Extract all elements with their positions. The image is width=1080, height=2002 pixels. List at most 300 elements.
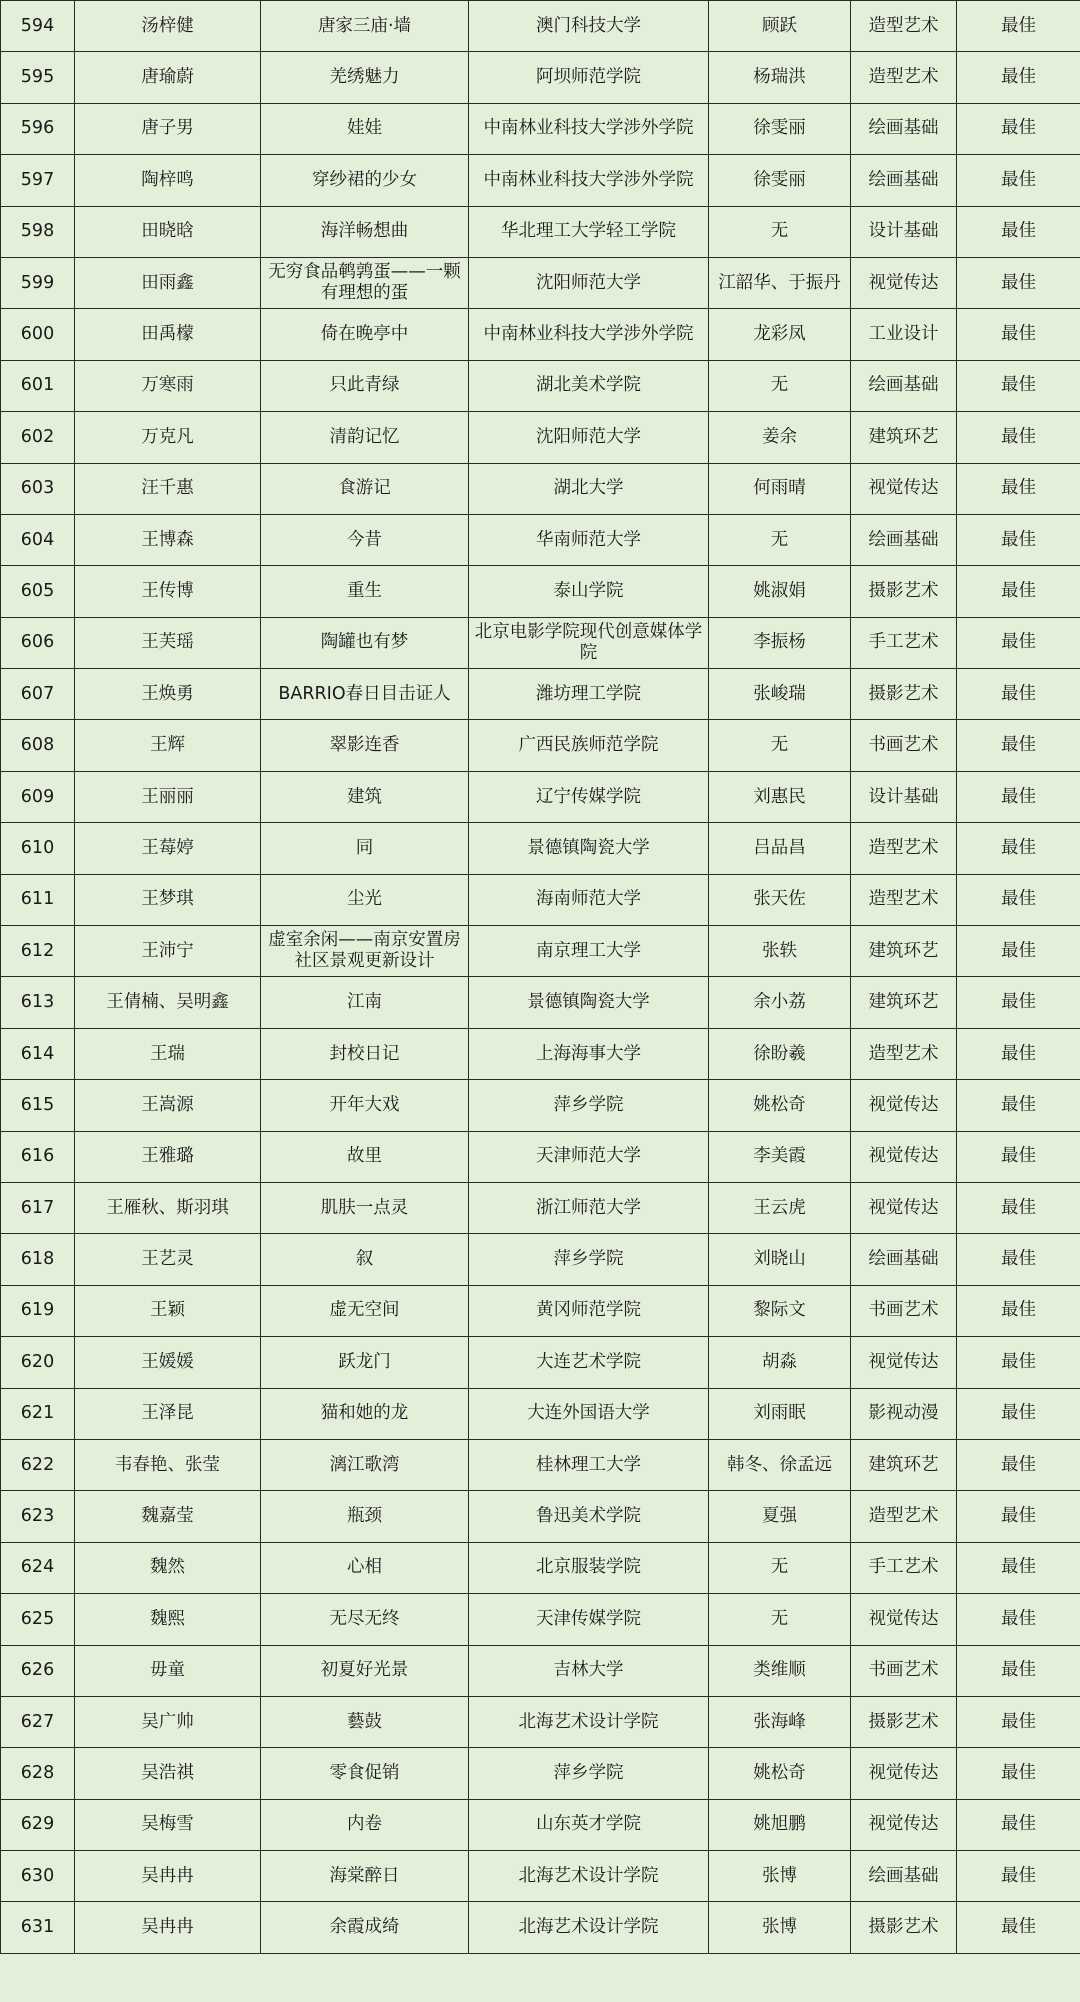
school-cell: 潍坊理工学院 — [469, 669, 709, 720]
school-cell: 沈阳师范大学 — [469, 412, 709, 463]
entry-number-cell: 615 — [1, 1080, 75, 1131]
work-title-cell: 陶罐也有梦 — [261, 617, 469, 668]
entry-number-cell: 595 — [1, 52, 75, 103]
award-cell: 最佳 — [957, 1439, 1080, 1490]
school-cell: 萍乡学院 — [469, 1080, 709, 1131]
entry-number-cell: 594 — [1, 1, 75, 52]
school-cell: 北海艺术设计学院 — [469, 1851, 709, 1902]
work-title-cell: 今昔 — [261, 514, 469, 565]
category-cell: 书画艺术 — [851, 720, 957, 771]
school-cell: 中南林业科技大学涉外学院 — [469, 309, 709, 360]
entry-number-cell: 605 — [1, 566, 75, 617]
author-cell: 王嵩源 — [75, 1080, 261, 1131]
table-row — [1, 52, 1080, 103]
award-cell: 最佳 — [957, 1902, 1080, 1953]
category-cell: 建筑环艺 — [851, 412, 957, 463]
author-cell: 王芙瑶 — [75, 617, 261, 668]
advisor-cell: 顾跃 — [709, 1, 851, 52]
author-cell: 陶梓鸣 — [75, 155, 261, 206]
work-title-cell: 只此青绿 — [261, 360, 469, 411]
author-cell: 王焕勇 — [75, 669, 261, 720]
table-row — [1, 669, 1080, 720]
work-title-cell: 肌肤一点灵 — [261, 1182, 469, 1233]
work-title-cell: 内卷 — [261, 1799, 469, 1850]
table-row — [1, 257, 1080, 308]
school-cell: 泰山学院 — [469, 566, 709, 617]
category-cell: 视觉传达 — [851, 1182, 957, 1233]
school-cell: 辽宁传媒学院 — [469, 771, 709, 822]
school-cell: 北京服装学院 — [469, 1542, 709, 1593]
entry-number-cell: 606 — [1, 617, 75, 668]
advisor-cell: 无 — [709, 360, 851, 411]
category-cell: 设计基础 — [851, 771, 957, 822]
school-cell: 沈阳师范大学 — [469, 257, 709, 308]
author-cell: 魏嘉莹 — [75, 1491, 261, 1542]
table-row — [1, 1696, 1080, 1747]
advisor-cell: 夏强 — [709, 1491, 851, 1542]
work-title-cell: 羌绣魅力 — [261, 52, 469, 103]
school-cell: 北京电影学院现代创意媒体学院 — [469, 617, 709, 668]
entry-number-cell: 603 — [1, 463, 75, 514]
category-cell: 建筑环艺 — [851, 926, 957, 977]
category-cell: 造型艺术 — [851, 1491, 957, 1542]
table-row — [1, 514, 1080, 565]
advisor-cell: 余小荔 — [709, 977, 851, 1028]
school-cell: 澳门科技大学 — [469, 1, 709, 52]
entry-number-cell: 621 — [1, 1388, 75, 1439]
award-cell: 最佳 — [957, 52, 1080, 103]
category-cell: 视觉传达 — [851, 1799, 957, 1850]
category-cell: 工业设计 — [851, 309, 957, 360]
table-row — [1, 1491, 1080, 1542]
work-title-cell: 封校日记 — [261, 1028, 469, 1079]
entry-number-cell: 601 — [1, 360, 75, 411]
work-title-cell: 虚室余闲——南京安置房社区景观更新设计 — [261, 926, 469, 977]
table-row — [1, 103, 1080, 154]
school-cell: 鲁迅美术学院 — [469, 1491, 709, 1542]
school-cell: 桂林理工大学 — [469, 1439, 709, 1490]
entry-number-cell: 612 — [1, 926, 75, 977]
school-cell: 广西民族师范学院 — [469, 720, 709, 771]
entry-number-cell: 609 — [1, 771, 75, 822]
award-cell: 最佳 — [957, 514, 1080, 565]
entry-number-cell: 620 — [1, 1337, 75, 1388]
category-cell: 视觉传达 — [851, 1748, 957, 1799]
work-title-cell: 开年大戏 — [261, 1080, 469, 1131]
award-cell: 最佳 — [957, 874, 1080, 925]
table-row — [1, 1439, 1080, 1490]
table-row — [1, 1028, 1080, 1079]
school-cell: 湖北美术学院 — [469, 360, 709, 411]
advisor-cell: 刘晓山 — [709, 1234, 851, 1285]
award-cell: 最佳 — [957, 771, 1080, 822]
school-cell: 天津传媒学院 — [469, 1594, 709, 1645]
author-cell: 田晓晗 — [75, 206, 261, 257]
school-cell: 北海艺术设计学院 — [469, 1902, 709, 1953]
entry-number-cell: 623 — [1, 1491, 75, 1542]
advisor-cell: 李美霞 — [709, 1131, 851, 1182]
table-row — [1, 977, 1080, 1028]
award-cell: 最佳 — [957, 1851, 1080, 1902]
category-cell: 视觉传达 — [851, 257, 957, 308]
work-title-cell: 清韵记忆 — [261, 412, 469, 463]
category-cell: 建筑环艺 — [851, 1439, 957, 1490]
work-title-cell: 无穷食品鹌鹑蛋——一颗有理想的蛋 — [261, 257, 469, 308]
award-cell: 最佳 — [957, 669, 1080, 720]
category-cell: 造型艺术 — [851, 1028, 957, 1079]
school-cell: 海南师范大学 — [469, 874, 709, 925]
entry-number-cell: 619 — [1, 1285, 75, 1336]
work-title-cell: 唐家三庙·墙 — [261, 1, 469, 52]
advisor-cell: 无 — [709, 720, 851, 771]
advisor-cell: 姚旭鹏 — [709, 1799, 851, 1850]
category-cell: 绘画基础 — [851, 1851, 957, 1902]
advisor-cell: 姚淑娟 — [709, 566, 851, 617]
award-cell: 最佳 — [957, 823, 1080, 874]
category-cell: 视觉传达 — [851, 1594, 957, 1645]
table-row — [1, 720, 1080, 771]
table-row — [1, 1234, 1080, 1285]
author-cell: 王莓婷 — [75, 823, 261, 874]
advisor-cell: 徐盼羲 — [709, 1028, 851, 1079]
author-cell: 王沛宁 — [75, 926, 261, 977]
category-cell: 绘画基础 — [851, 155, 957, 206]
award-cell: 最佳 — [957, 257, 1080, 308]
school-cell: 北海艺术设计学院 — [469, 1696, 709, 1747]
author-cell: 万寒雨 — [75, 360, 261, 411]
author-cell: 王媛媛 — [75, 1337, 261, 1388]
school-cell: 大连艺术学院 — [469, 1337, 709, 1388]
category-cell: 视觉传达 — [851, 463, 957, 514]
school-cell: 浙江师范大学 — [469, 1182, 709, 1233]
advisor-cell: 无 — [709, 1594, 851, 1645]
author-cell: 王辉 — [75, 720, 261, 771]
author-cell: 魏熙 — [75, 1594, 261, 1645]
work-title-cell: 穿纱裙的少女 — [261, 155, 469, 206]
work-title-cell: 建筑 — [261, 771, 469, 822]
author-cell: 吴浩祺 — [75, 1748, 261, 1799]
author-cell: 汪千惠 — [75, 463, 261, 514]
school-cell: 湖北大学 — [469, 463, 709, 514]
award-cell: 最佳 — [957, 1696, 1080, 1747]
advisor-cell: 何雨晴 — [709, 463, 851, 514]
award-cell: 最佳 — [957, 1285, 1080, 1336]
advisor-cell: 李振杨 — [709, 617, 851, 668]
award-cell: 最佳 — [957, 206, 1080, 257]
award-cell: 最佳 — [957, 463, 1080, 514]
entry-number-cell: 608 — [1, 720, 75, 771]
entry-number-cell: 600 — [1, 309, 75, 360]
advisor-cell: 无 — [709, 206, 851, 257]
school-cell: 萍乡学院 — [469, 1234, 709, 1285]
work-title-cell: 海洋畅想曲 — [261, 206, 469, 257]
award-cell: 最佳 — [957, 309, 1080, 360]
category-cell: 摄影艺术 — [851, 1902, 957, 1953]
author-cell: 王雁秋、斯羽琪 — [75, 1182, 261, 1233]
category-cell: 影视动漫 — [851, 1388, 957, 1439]
entry-number-cell: 607 — [1, 669, 75, 720]
entry-number-cell: 627 — [1, 1696, 75, 1747]
award-cell: 最佳 — [957, 977, 1080, 1028]
school-cell: 景德镇陶瓷大学 — [469, 977, 709, 1028]
entry-number-cell: 628 — [1, 1748, 75, 1799]
table-row — [1, 1799, 1080, 1850]
author-cell: 万克凡 — [75, 412, 261, 463]
table-row — [1, 1182, 1080, 1233]
work-title-cell: 瓶颈 — [261, 1491, 469, 1542]
table-row — [1, 1, 1080, 52]
advisor-cell: 胡淼 — [709, 1337, 851, 1388]
author-cell: 吴梅雪 — [75, 1799, 261, 1850]
school-cell: 南京理工大学 — [469, 926, 709, 977]
advisor-cell: 张天佐 — [709, 874, 851, 925]
school-cell: 大连外国语大学 — [469, 1388, 709, 1439]
author-cell: 唐子男 — [75, 103, 261, 154]
school-cell: 华北理工大学轻工学院 — [469, 206, 709, 257]
school-cell: 萍乡学院 — [469, 1748, 709, 1799]
author-cell: 王传博 — [75, 566, 261, 617]
work-title-cell: 叙 — [261, 1234, 469, 1285]
author-cell: 王泽昆 — [75, 1388, 261, 1439]
advisor-cell: 吕品昌 — [709, 823, 851, 874]
award-cell: 最佳 — [957, 1748, 1080, 1799]
table-row — [1, 823, 1080, 874]
award-cell: 最佳 — [957, 1080, 1080, 1131]
entry-number-cell: 596 — [1, 103, 75, 154]
advisor-cell: 姚松奇 — [709, 1748, 851, 1799]
work-title-cell: 藝鼔 — [261, 1696, 469, 1747]
advisor-cell: 张博 — [709, 1902, 851, 1953]
category-cell: 建筑环艺 — [851, 977, 957, 1028]
work-title-cell: 重生 — [261, 566, 469, 617]
category-cell: 造型艺术 — [851, 52, 957, 103]
author-cell: 韦春艳、张莹 — [75, 1439, 261, 1490]
entry-number-cell: 599 — [1, 257, 75, 308]
table-row — [1, 309, 1080, 360]
author-cell: 王丽丽 — [75, 771, 261, 822]
category-cell: 书画艺术 — [851, 1645, 957, 1696]
category-cell: 摄影艺术 — [851, 566, 957, 617]
author-cell: 吴广帅 — [75, 1696, 261, 1747]
work-title-cell: 海棠醉日 — [261, 1851, 469, 1902]
school-cell: 天津师范大学 — [469, 1131, 709, 1182]
table-row — [1, 360, 1080, 411]
entry-number-cell: 630 — [1, 1851, 75, 1902]
entry-number-cell: 614 — [1, 1028, 75, 1079]
entry-number-cell: 597 — [1, 155, 75, 206]
award-cell: 最佳 — [957, 1182, 1080, 1233]
author-cell: 田雨鑫 — [75, 257, 261, 308]
entry-number-cell: 631 — [1, 1902, 75, 1953]
work-title-cell: 心相 — [261, 1542, 469, 1593]
table-row — [1, 1542, 1080, 1593]
category-cell: 手工艺术 — [851, 1542, 957, 1593]
advisor-cell: 张博 — [709, 1851, 851, 1902]
work-title-cell: 翠影连香 — [261, 720, 469, 771]
award-cell: 最佳 — [957, 1542, 1080, 1593]
advisor-cell: 王云虎 — [709, 1182, 851, 1233]
table-row — [1, 1285, 1080, 1336]
table-row — [1, 1748, 1080, 1799]
work-title-cell: 尘光 — [261, 874, 469, 925]
author-cell: 毋童 — [75, 1645, 261, 1696]
category-cell: 绘画基础 — [851, 103, 957, 154]
school-cell: 吉林大学 — [469, 1645, 709, 1696]
award-cell: 最佳 — [957, 103, 1080, 154]
award-cell: 最佳 — [957, 617, 1080, 668]
advisor-cell: 杨瑞洪 — [709, 52, 851, 103]
author-cell: 王艺灵 — [75, 1234, 261, 1285]
table-row — [1, 463, 1080, 514]
entry-number-cell: 602 — [1, 412, 75, 463]
work-title-cell: 倚在晚亭中 — [261, 309, 469, 360]
table-row — [1, 1902, 1080, 1953]
entry-number-cell: 617 — [1, 1182, 75, 1233]
work-title-cell: 跃龙门 — [261, 1337, 469, 1388]
author-cell: 吴冉冉 — [75, 1902, 261, 1953]
category-cell: 绘画基础 — [851, 1234, 957, 1285]
school-cell: 山东英才学院 — [469, 1799, 709, 1850]
entry-number-cell: 604 — [1, 514, 75, 565]
work-title-cell: 虚无空间 — [261, 1285, 469, 1336]
category-cell: 造型艺术 — [851, 1, 957, 52]
advisor-cell: 张峻瑞 — [709, 669, 851, 720]
advisor-cell: 江韶华、于振丹 — [709, 257, 851, 308]
entry-number-cell: 610 — [1, 823, 75, 874]
work-title-cell: 娃娃 — [261, 103, 469, 154]
category-cell: 视觉传达 — [851, 1337, 957, 1388]
entry-number-cell: 613 — [1, 977, 75, 1028]
author-cell: 王雅璐 — [75, 1131, 261, 1182]
award-cell: 最佳 — [957, 926, 1080, 977]
award-cell: 最佳 — [957, 1028, 1080, 1079]
advisor-cell: 无 — [709, 514, 851, 565]
entry-number-cell: 611 — [1, 874, 75, 925]
advisor-cell: 韩冬、徐孟远 — [709, 1439, 851, 1490]
author-cell: 王倩楠、吴明鑫 — [75, 977, 261, 1028]
table-row — [1, 1645, 1080, 1696]
work-title-cell: 江南 — [261, 977, 469, 1028]
table-row — [1, 1080, 1080, 1131]
school-cell: 华南师范大学 — [469, 514, 709, 565]
author-cell: 王颖 — [75, 1285, 261, 1336]
table-row — [1, 155, 1080, 206]
work-title-cell: 漓江歌湾 — [261, 1439, 469, 1490]
award-cell: 最佳 — [957, 1337, 1080, 1388]
entry-number-cell: 618 — [1, 1234, 75, 1285]
table-row — [1, 1337, 1080, 1388]
entry-number-cell: 616 — [1, 1131, 75, 1182]
entry-number-cell: 625 — [1, 1594, 75, 1645]
work-title-cell: 食游记 — [261, 463, 469, 514]
advisor-cell: 徐雯丽 — [709, 155, 851, 206]
author-cell: 王梦琪 — [75, 874, 261, 925]
advisor-cell: 黎际文 — [709, 1285, 851, 1336]
author-cell: 汤梓健 — [75, 1, 261, 52]
work-title-cell: BARRIO春日目击证人 — [261, 669, 469, 720]
school-cell: 景德镇陶瓷大学 — [469, 823, 709, 874]
table-row — [1, 1594, 1080, 1645]
award-cell: 最佳 — [957, 1491, 1080, 1542]
table-row — [1, 1131, 1080, 1182]
table-row — [1, 874, 1080, 925]
award-cell: 最佳 — [957, 1645, 1080, 1696]
author-cell: 田禹檬 — [75, 309, 261, 360]
work-title-cell: 初夏好光景 — [261, 1645, 469, 1696]
work-title-cell: 无尽无终 — [261, 1594, 469, 1645]
award-cell: 最佳 — [957, 412, 1080, 463]
school-cell: 上海海事大学 — [469, 1028, 709, 1079]
school-cell: 中南林业科技大学涉外学院 — [469, 103, 709, 154]
table-row — [1, 566, 1080, 617]
entry-number-cell: 622 — [1, 1439, 75, 1490]
table-row — [1, 412, 1080, 463]
award-cell: 最佳 — [957, 1234, 1080, 1285]
category-cell: 绘画基础 — [851, 360, 957, 411]
advisor-cell: 姜余 — [709, 412, 851, 463]
table-row — [1, 771, 1080, 822]
advisor-cell: 张轶 — [709, 926, 851, 977]
work-title-cell: 猫和她的龙 — [261, 1388, 469, 1439]
school-cell: 阿坝师范学院 — [469, 52, 709, 103]
category-cell: 摄影艺术 — [851, 669, 957, 720]
award-cell: 最佳 — [957, 720, 1080, 771]
entry-number-cell: 629 — [1, 1799, 75, 1850]
category-cell: 造型艺术 — [851, 823, 957, 874]
entry-number-cell: 626 — [1, 1645, 75, 1696]
advisor-cell: 张海峰 — [709, 1696, 851, 1747]
author-cell: 王博森 — [75, 514, 261, 565]
work-title-cell: 同 — [261, 823, 469, 874]
school-cell: 黄冈师范学院 — [469, 1285, 709, 1336]
category-cell: 绘画基础 — [851, 514, 957, 565]
category-cell: 书画艺术 — [851, 1285, 957, 1336]
category-cell: 视觉传达 — [851, 1080, 957, 1131]
author-cell: 唐瑜蔚 — [75, 52, 261, 103]
category-cell: 摄影艺术 — [851, 1696, 957, 1747]
school-cell: 中南林业科技大学涉外学院 — [469, 155, 709, 206]
work-title-cell: 零食促销 — [261, 1748, 469, 1799]
table-row — [1, 206, 1080, 257]
author-cell: 吴冉冉 — [75, 1851, 261, 1902]
award-cell: 最佳 — [957, 1131, 1080, 1182]
advisor-cell: 刘雨眠 — [709, 1388, 851, 1439]
advisor-cell: 龙彩凤 — [709, 309, 851, 360]
advisor-cell: 无 — [709, 1542, 851, 1593]
table-row — [1, 926, 1080, 977]
award-cell: 最佳 — [957, 1799, 1080, 1850]
table-row — [1, 1388, 1080, 1439]
advisor-cell: 徐雯丽 — [709, 103, 851, 154]
category-cell: 造型艺术 — [851, 874, 957, 925]
entry-number-cell: 624 — [1, 1542, 75, 1593]
category-cell: 视觉传达 — [851, 1131, 957, 1182]
award-cell: 最佳 — [957, 566, 1080, 617]
award-cell: 最佳 — [957, 1388, 1080, 1439]
advisor-cell: 类维顺 — [709, 1645, 851, 1696]
table-row — [1, 617, 1080, 668]
table-row — [1, 1851, 1080, 1902]
award-cell: 最佳 — [957, 1594, 1080, 1645]
author-cell: 王瑞 — [75, 1028, 261, 1079]
award-list-body — [1, 1, 1080, 1954]
entry-number-cell: 598 — [1, 206, 75, 257]
advisor-cell: 刘惠民 — [709, 771, 851, 822]
award-cell: 最佳 — [957, 1, 1080, 52]
award-cell: 最佳 — [957, 360, 1080, 411]
work-title-cell: 余霞成绮 — [261, 1902, 469, 1953]
author-cell: 魏然 — [75, 1542, 261, 1593]
